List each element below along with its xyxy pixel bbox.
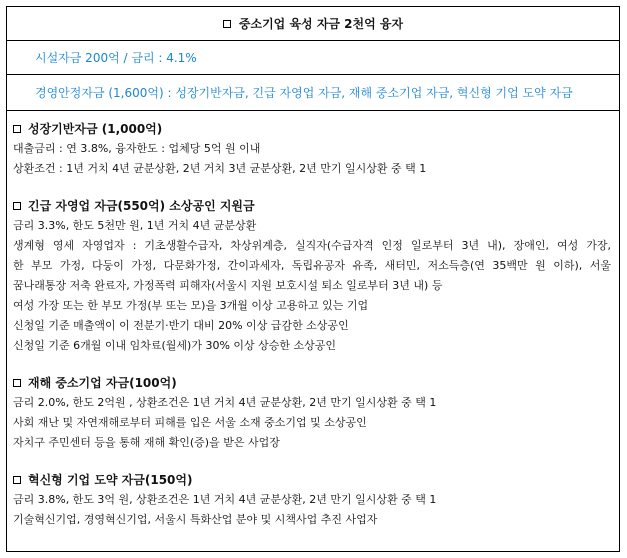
section-line: 꿈나래통장 저축 완료자, 가정폭력 피해자(서울시 지원 보호시설 퇴소 일로부터 3년 내) 등 [13,279,443,292]
spacer [13,356,619,373]
section-line: 금리 3.3%, 한도 5천만 원, 1년 거치 4년 균분상환 [13,219,257,232]
stability-fund-row [7,75,619,111]
section-line: 자치구 주민센터 등을 통해 재해 확인(증)을 받은 사업장 [13,436,280,449]
section-line: 여성 가장 또는 한 부모 가정(부 또는 모)을 3개월 이상 고용하고 있는 기업 [13,299,369,312]
page-title: 중소기업 육성 자금 2천억 융자 [238,17,404,31]
section-line: 신청일 기준 매출액이 이 전분기·반기 대비 20% 이상 급감한 소상공인 [13,319,349,332]
section-title: 긴급 자영업 자금(550억) 소상공인 지원금 [13,196,619,216]
stability-fund-text: 경영안정자금 (1,600억) : 성장기반자금, 긴급 자영업 자금, 재해 중소기업 자금, 혁신형 기업 도약 자금 [35,86,573,100]
checkbox-square-icon [13,125,21,133]
facility-fund-text: 시설자금 200억 / 금리 : 4.1% [35,51,197,65]
section-growth [13,119,619,179]
title-row [7,7,619,41]
section-innovation [13,470,619,530]
spacer [13,453,619,470]
section-line: 기술혁신기업, 경영혁신기업, 서울시 특화산업 분야 및 시책사업 추진 사업자 [13,513,378,526]
section-line: 금리 3.8%, 한도 3억 원, 상환조건은 1년 거치 4년 균분상환, 2년 만기 일시상환 중 택 1 [13,493,437,506]
section-emergency [13,196,619,356]
section-line: 생계형 영세 자영업자 : 기초생활수급자, 차상위계층, 실직자(수급자격 인정 일로부터 3년 내), 장애인, 여성 가장, [13,239,611,252]
facility-fund-row [7,41,619,75]
section-title: 재해 중소기업 자금(100억) [13,373,619,393]
checkbox-square-icon [223,20,231,28]
section-line: 상환조건 : 1년 거치 4년 균분상환, 2년 거치 3년 균분상환, 2년 만기 일시상환 중 택 1 [13,162,427,175]
section-line: 신청일 기준 6개월 이내 임차료(월세)가 30% 이상 상승한 소상공인 [13,339,337,352]
section-title: 혁신형 기업 도약 자금(150억) [13,470,619,490]
document-frame [6,6,620,552]
section-title: 성장기반자금 (1,000억) [13,119,619,139]
checkbox-square-icon [13,476,21,484]
checkbox-square-icon [13,379,21,387]
section-line: 사회 재난 및 자연재해로부터 피해를 입은 서울 소재 중소기업 및 소상공인 [13,416,367,429]
spacer [13,179,619,196]
section-line: 대출금리 : 연 3.8%, 융자한도 : 업체당 5억 원 이내 [13,142,261,155]
content-area [7,111,619,530]
section-disaster [13,373,619,453]
checkbox-square-icon [13,202,21,210]
section-line: 금리 2.0%, 한도 2억원 , 상환조건은 1년 거치 4년 균분상환, 2년 만기 일시상환 중 택 1 [13,396,437,409]
section-line: 한 부모 가정, 다둥이 가정, 다문화가정, 간이과세자, 독립유공자 유족, 새터민, 저소득층(연 35백만 원 이하), 서울 [13,259,611,272]
